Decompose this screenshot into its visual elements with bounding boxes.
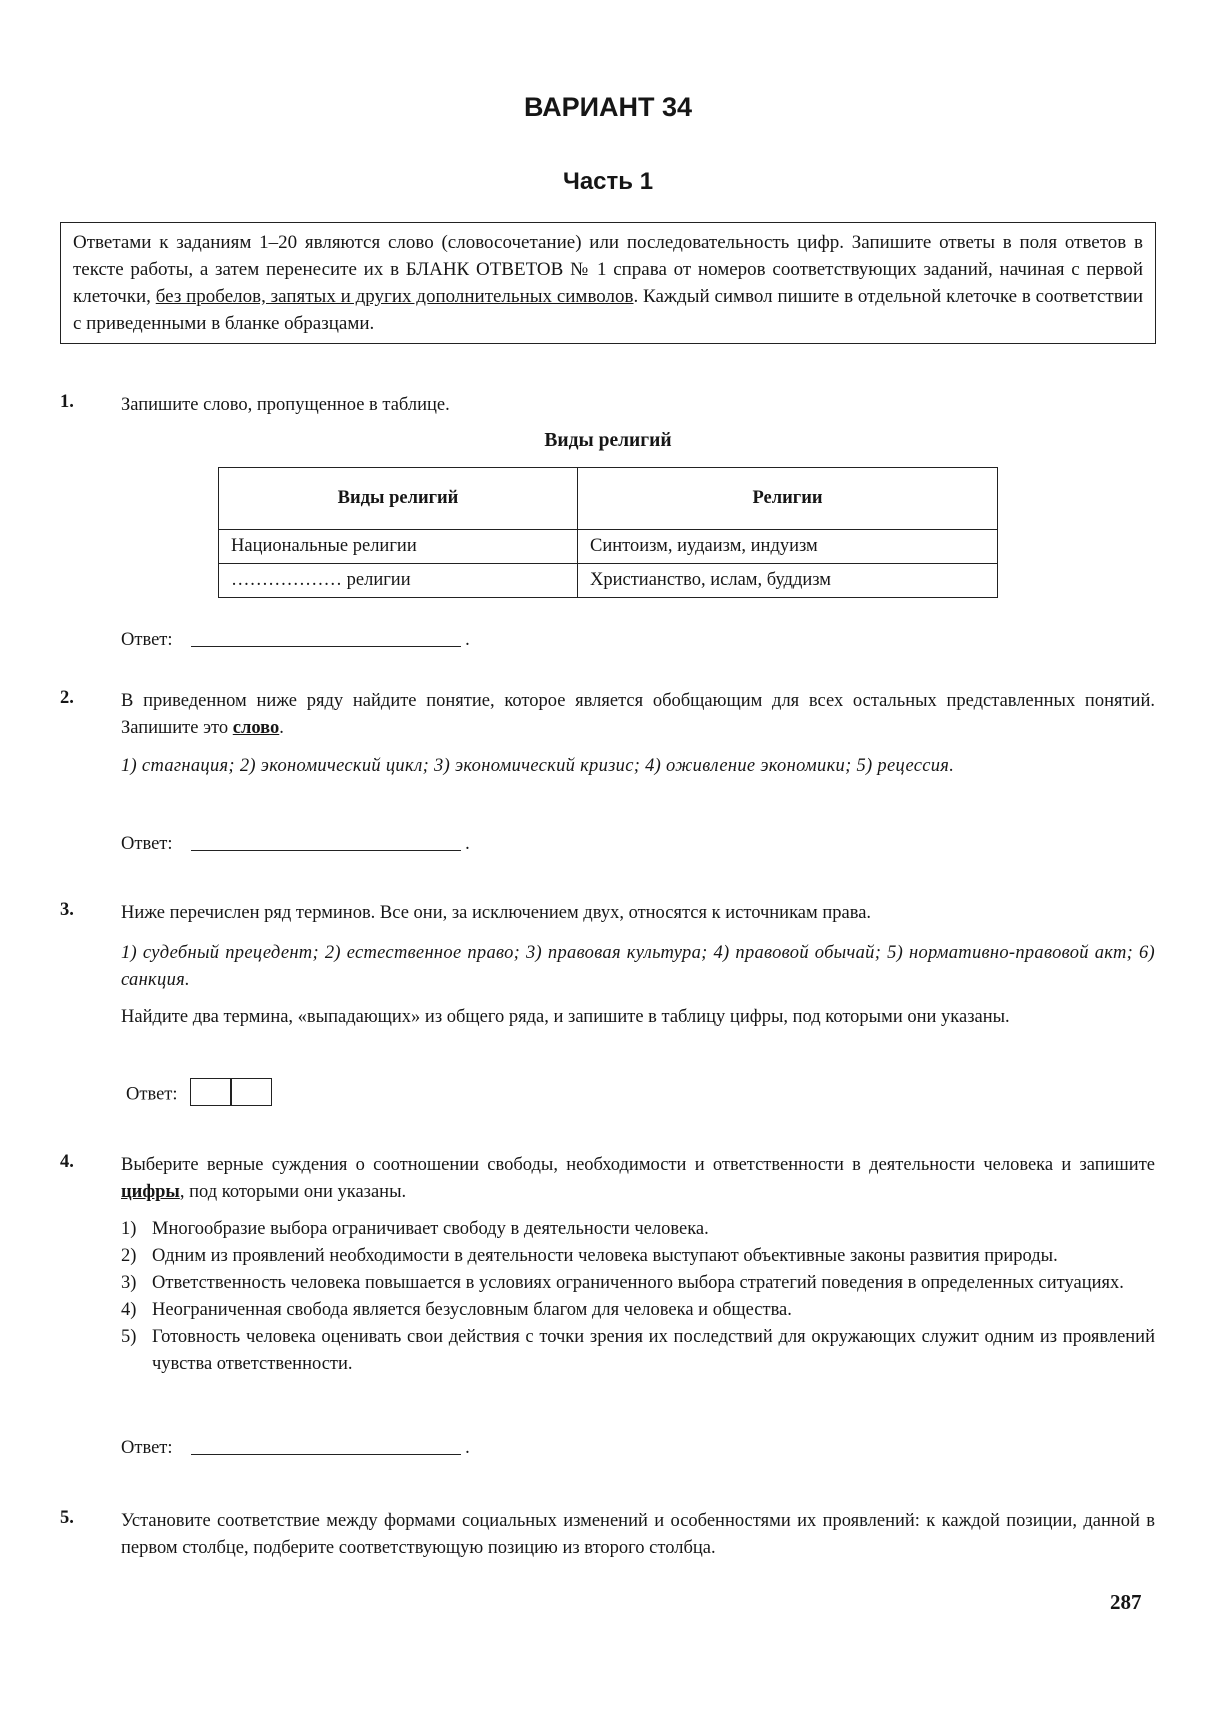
item-number: 3) — [121, 1273, 137, 1293]
q2-number: 2. — [60, 688, 74, 708]
table-cell: Синтоизм, иудаизм, индуизм — [578, 530, 998, 564]
table-header: Виды религий — [219, 468, 578, 530]
instructions-box — [60, 222, 1156, 344]
q4-list — [121, 1216, 1155, 1378]
q1-answer: Ответ: . — [121, 630, 470, 650]
table-cell: Христианство, ислам, буддизм — [578, 564, 998, 598]
list-item — [121, 1297, 1155, 1324]
answer-label: Ответ: — [126, 1084, 178, 1105]
list-item — [121, 1216, 1155, 1243]
q3-answer — [126, 1078, 271, 1112]
q3-number: 3. — [60, 900, 74, 920]
item-number: 4) — [121, 1300, 137, 1320]
list-item — [121, 1324, 1155, 1378]
list-item — [121, 1243, 1155, 1270]
q4-text-main: Выберите верные суждения о соотношении свободы, необходимости и ответственности в деятельности человека и запишите — [121, 1155, 1155, 1175]
q2-text-main: В приведенном ниже ряду найдите понятие, которое является обобщающим для всех остальных представленных понятий. Запишите это — [121, 691, 1155, 738]
item-number: 2) — [121, 1246, 137, 1266]
variant-title: ВАРИАНТ 34 — [523, 92, 693, 122]
q1-table-title: Виды религий — [544, 430, 672, 451]
q4-text-end: , под которыми они указаны. — [179, 1182, 407, 1202]
item-number: 5) — [121, 1327, 137, 1347]
item-text: Готовность человека оценивать свои действия с точки зрения их последствий для окружающих служит одним из проявлений чувства ответственности. — [152, 1327, 1155, 1374]
instructions-text: Ответами к заданиям 1–20 являются слово (словосочетание) или последовательность цифр. Запишите ответы в поля ответов в тексте работы, а затем перенесите их в БЛАНК ОТВЕТОВ № 1 справа от номеров соответствующих заданий, начиная с первой клеточки, — [73, 232, 1143, 307]
page-number: 287 — [1110, 1590, 1142, 1614]
q4-answer: Ответ: . — [121, 1438, 470, 1458]
q3-task: Найдите два термина, «выпадающих» из общего ряда, и запишите в таблицу цифры, под которыми они указаны. — [121, 1007, 1010, 1027]
instructions-underlined: без пробелов, запятых и других дополнительных символов — [155, 286, 634, 307]
item-number: 1) — [121, 1219, 137, 1239]
q1-text: Запишите слово, пропущенное в таблице. — [121, 395, 450, 415]
item-text: Одним из проявлений необходимости в деятельности человека выступают объективные законы развития природы. — [152, 1246, 1058, 1266]
q4-text — [121, 1152, 1155, 1206]
item-text: Ответственность человека повышается в условиях ограниченного выбора стратегий поведения в определенных ситуациях. — [152, 1273, 1124, 1293]
q4-number: 4. — [60, 1152, 74, 1172]
answer-field[interactable] — [191, 1436, 461, 1455]
q2-text-underlined: слово — [232, 718, 280, 738]
q2-answer: Ответ: . — [121, 834, 470, 854]
q5-number: 5. — [60, 1508, 74, 1528]
q3-text: Ниже перечислен ряд терминов. Все они, за исключением двух, относятся к источникам права. — [121, 903, 872, 923]
answer-cells — [190, 1078, 271, 1112]
q3-options: 1) судебный прецедент; 2) естественное право; 3) правовая культура; 4) правовой обычай; 5) нормативно-правовой акт; 6) санкция. — [121, 943, 1155, 990]
q5-text: Установите соответствие между формами социальных изменений и особенностями их проявлений: к каждой позиции, данной в первом столбце, подберите соответствующую позицию из второго столбца. — [121, 1511, 1155, 1558]
answer-label: Ответ: — [121, 834, 173, 854]
q2-options: 1) стагнация; 2) экономический цикл; 3) экономический кризис; 4) оживление экономики; 5) рецессия. — [121, 756, 955, 776]
list-item — [121, 1270, 1155, 1297]
table-header: Религии — [578, 468, 998, 530]
answer-field[interactable] — [191, 628, 461, 647]
table-cell: Национальные религии — [219, 530, 578, 564]
q2-text: В приведенном ниже ряду найдите понятие, которое является обобщающим для всех остальных представленных понятий. Запишите это слово. — [121, 691, 1155, 738]
table-cell: ……………… религии — [219, 564, 578, 598]
instructions-text-end: . Каждый символ пишите в отдельной клеточке в соответствии с приведенными в бланке образцами. — [73, 286, 1144, 334]
item-text: Неограниченная свобода является безусловным благом для человека и общества. — [152, 1300, 792, 1320]
religions-table — [218, 467, 998, 598]
answer-label: Ответ: — [121, 1438, 173, 1458]
q4-text-underlined: цифры — [121, 1182, 180, 1202]
answer-cell[interactable] — [230, 1078, 272, 1106]
answer-field[interactable] — [191, 832, 461, 851]
answer-label: Ответ: — [121, 630, 173, 650]
part-title: Часть 1 — [562, 168, 654, 195]
answer-cell[interactable] — [190, 1078, 232, 1106]
item-text: Многообразие выбора ограничивает свободу в деятельности человека. — [152, 1219, 709, 1239]
q1-number: 1. — [60, 392, 74, 412]
